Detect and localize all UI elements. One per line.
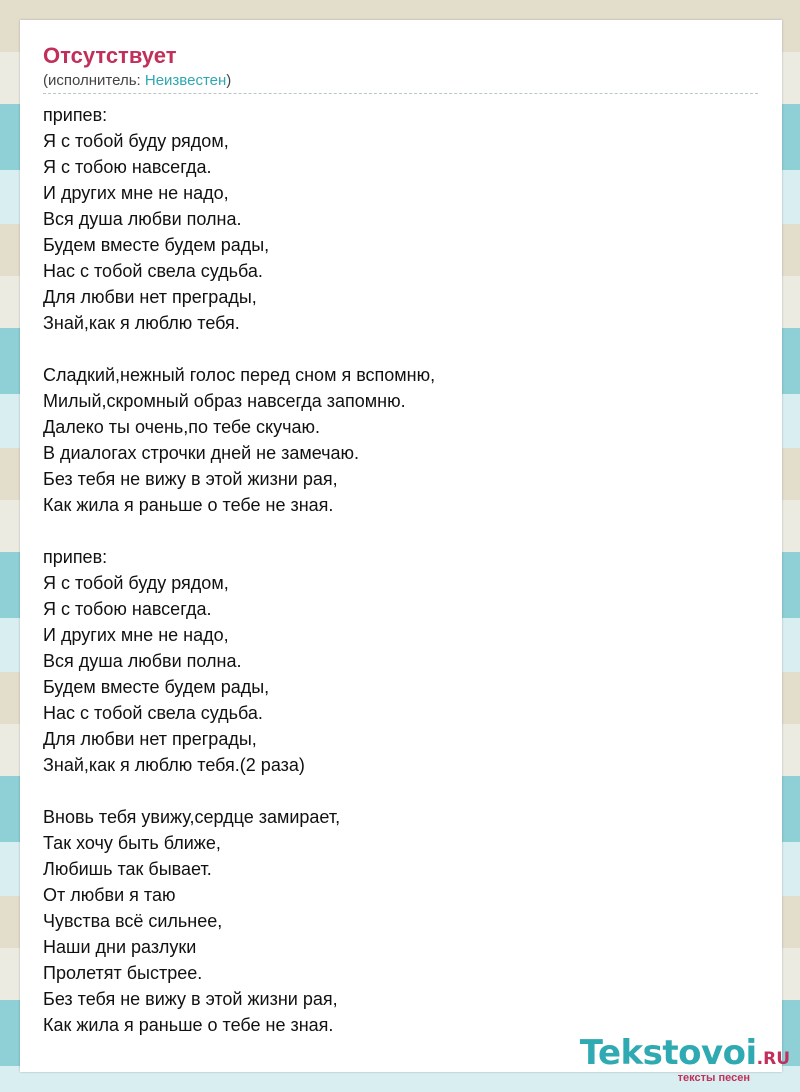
logo-wordmark [579, 1033, 790, 1076]
lyric-line: Сладкий,нежный голос перед сном я вспомню, [43, 365, 436, 385]
lyric-line: Будем вместе будем рады, [43, 235, 270, 255]
lyric-line: Нас с тобой свела судьба. [43, 703, 263, 723]
lyric-line: припев: [43, 105, 108, 125]
logo-main-text: Tekstovoi [579, 1033, 757, 1073]
logo-tagline: тексты песен [677, 1072, 750, 1084]
lyric-line: Как жила я раньше о тебе не зная. [43, 1015, 334, 1035]
lyric-line: Я с тобой буду рядом, [43, 573, 229, 593]
lyric-line: Я с тобою навсегда. [43, 157, 212, 177]
song-title: Отсутствует [43, 43, 177, 68]
lyric-line: Как жила я раньше о тебе не зная. [43, 495, 334, 515]
lyric-line: Далеко ты очень,по тебе скучаю. [43, 417, 321, 437]
artist-suffix: ) [226, 72, 232, 89]
lyric-line: Для любви нет преграды, [43, 729, 257, 749]
lyric-line: Я с тобою навсегда. [43, 599, 212, 619]
stanza-break [43, 336, 758, 362]
lyric-line: И других мне не надо, [43, 183, 229, 203]
lyric-line: Без тебя не вижу в этой жизни рая, [43, 469, 338, 489]
lyric-line: Знай,как я люблю тебя. [43, 313, 240, 333]
lyric-line: В диалогах строчки дней не замечаю. [43, 443, 360, 463]
dashed-divider [43, 93, 758, 94]
lyric-line: Вся душа любви полна. [43, 209, 242, 229]
lyric-line: Вновь тебя увижу,сердце замирает, [43, 807, 341, 827]
lyric-line: Для любви нет преграды, [43, 287, 257, 307]
lyrics-sheet [20, 20, 782, 1072]
lyric-line: Чувства всё сильнее, [43, 911, 223, 931]
lyric-line: И других мне не надо, [43, 625, 229, 645]
lyric-line: Нас с тобой свела судьба. [43, 261, 263, 281]
lyric-line: Наши дни разлуки [43, 937, 197, 957]
logo-domain: .RU [756, 1049, 790, 1069]
lyric-line: Будем вместе будем рады, [43, 677, 270, 697]
lyric-line: припев: [43, 547, 108, 567]
stanza-break [43, 778, 758, 804]
artist-prefix: (исполнитель: [43, 72, 145, 89]
lyric-line: Без тебя не вижу в этой жизни рая, [43, 989, 338, 1009]
lyric-line: От любви я таю [43, 885, 176, 905]
lyric-line: Милый,скромный образ навсегда запомню. [43, 391, 406, 411]
artist-line [43, 71, 758, 91]
lyrics-text [43, 102, 758, 1038]
lyric-line: Вся душа любви полна. [43, 651, 242, 671]
lyric-line: Любишь так бывает. [43, 859, 212, 879]
lyric-line: Так хочу быть ближе, [43, 833, 221, 853]
site-logo[interactable] [579, 1033, 790, 1084]
lyric-line: Пролетят быстрее. [43, 963, 203, 983]
lyric-line: Знай,как я люблю тебя.(2 раза) [43, 755, 305, 775]
stanza-break [43, 518, 758, 544]
lyric-line: Я с тобой буду рядом, [43, 131, 229, 151]
artist-link[interactable]: Неизвестен [144, 72, 227, 89]
